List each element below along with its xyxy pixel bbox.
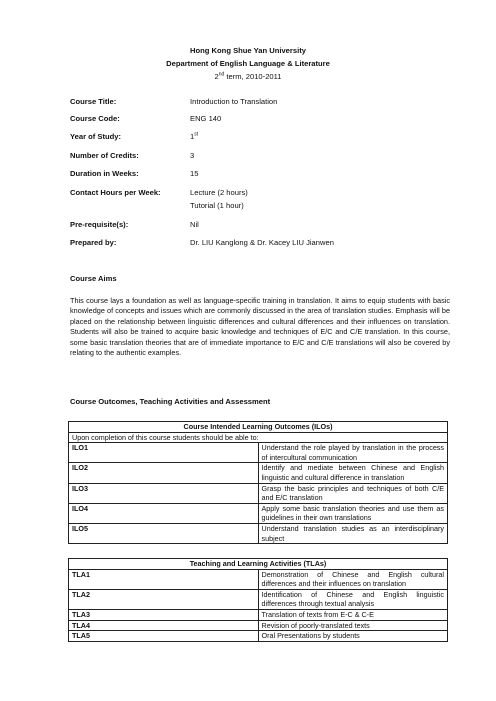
duration-label: Duration in Weeks: (70, 169, 139, 178)
tla-code: TLA5 (69, 631, 259, 642)
ilo-table (68, 421, 448, 544)
tla-table (68, 558, 448, 642)
course-code-row (70, 114, 440, 125)
university-name: Hong Kong Shue Yan University (190, 46, 306, 55)
ilo-text: Identify and mediate between Chinese and English linguistic and cultural difference in translation (258, 463, 448, 483)
tla-text: Translation of texts from E-C & C-E (258, 609, 448, 620)
credits-value: 3 (190, 151, 195, 160)
table-row (69, 483, 448, 503)
tla-text: Demonstration of Chinese and English cultural differences and their influences on translation (258, 569, 448, 589)
prereq-label: Pre-requisite(s): (70, 220, 129, 229)
prepared-value: Dr. LIU Kanglong & Dr. Kacey LIU Jianwen (190, 238, 334, 247)
tla-table-title-row (69, 559, 448, 570)
year-value (190, 132, 198, 141)
table-row (69, 631, 448, 642)
term-number: 2 (214, 72, 219, 81)
tla-text: Identification of Chinese and English linguistic differences through textual analysis (258, 589, 448, 609)
duration-row (70, 169, 440, 180)
ilo-code: ILO5 (69, 523, 259, 543)
term-line (0, 72, 496, 82)
table-row (69, 609, 448, 620)
contact-row-2 (70, 201, 440, 212)
ilo-code: ILO4 (69, 503, 259, 523)
ilo-text: Understand the role played by translation in the process of intercultural communication (258, 443, 448, 463)
term-rest: term, 2010-2011 (224, 72, 282, 81)
contact-lecture: Lecture (2 hours) (190, 188, 248, 197)
table-row (69, 503, 448, 523)
table-row (69, 463, 448, 483)
contact-tutorial: Tutorial (1 hour) (190, 201, 244, 210)
year-row (70, 132, 440, 143)
ilo-code: ILO3 (69, 483, 259, 503)
tla-code: TLA4 (69, 620, 259, 631)
course-title-label: Course Title: (70, 97, 117, 106)
prepared-label: Prepared by: (70, 238, 117, 247)
prepared-row (70, 238, 440, 249)
table-row (69, 443, 448, 463)
table-row (69, 620, 448, 631)
term-suffix: nd (218, 71, 225, 78)
ilo-code: ILO2 (69, 463, 259, 483)
tla-text: Oral Presentations by students (258, 631, 448, 642)
ilo-table-subtitle-row (69, 432, 448, 443)
credits-row (70, 151, 440, 162)
prereq-value: Nil (190, 220, 199, 229)
table-row (69, 569, 448, 589)
year-suffix: st (194, 131, 199, 138)
contact-row (70, 188, 440, 199)
course-title-value: Introduction to Translation (190, 97, 278, 106)
prereq-row (70, 220, 440, 231)
ilo-table-title: Course Intended Learning Outcomes (ILOs) (69, 422, 448, 433)
ilo-table-title-row (69, 422, 448, 433)
credits-label: Number of Credits: (70, 151, 139, 160)
duration-value: 15 (190, 169, 199, 178)
tla-code: TLA1 (69, 569, 259, 589)
table-row (69, 589, 448, 609)
year-label: Year of Study: (70, 132, 122, 141)
ilo-code: ILO1 (69, 443, 259, 463)
course-code-value: ENG 140 (190, 114, 222, 123)
tla-table-title: Teaching and Learning Activities (TLAs) (69, 559, 448, 570)
ilo-text: Apply some basic translation theories and use them as guidelines in their own translations (258, 503, 448, 523)
course-code-label: Course Code: (70, 114, 120, 123)
department-name: Department of English Language & Literature (166, 59, 330, 68)
ilo-table-subtitle: Upon completion of this course students should be able to: (69, 432, 448, 443)
outcomes-heading: Course Outcomes, Teaching Activities and Assessment (70, 397, 271, 406)
tla-code: TLA2 (69, 589, 259, 609)
year-number: 1 (190, 132, 195, 141)
tla-text: Revision of poorly-translated texts (258, 620, 448, 631)
ilo-text: Grasp the basic principles and techniques of both C/E and E/C translation (258, 483, 448, 503)
ilo-text: Understand translation studies as an interdisciplinary subject (258, 523, 448, 543)
tla-code: TLA3 (69, 609, 259, 620)
contact-label: Contact Hours per Week: (70, 188, 161, 197)
course-aims-text: This course lays a foundation as well as language-specific training in translation. It aims to equip students with basic knowledge of concepts and issues which are commonly discussed in the area of translation studies. Emphasis will be placed on the relationship between linguistic differences and cultural differences and their influences on translation. Students will also be trained to acquire basic knowledge and techniques of E/C and C/E translation. In this course, some basic translation theories that are of immediate importance to E/C and C/E translations will also be covered by relating to the authentic examples. (70, 296, 450, 358)
course-aims-heading: Course Aims (70, 274, 117, 283)
course-title-row (70, 97, 440, 108)
table-row (69, 523, 448, 543)
